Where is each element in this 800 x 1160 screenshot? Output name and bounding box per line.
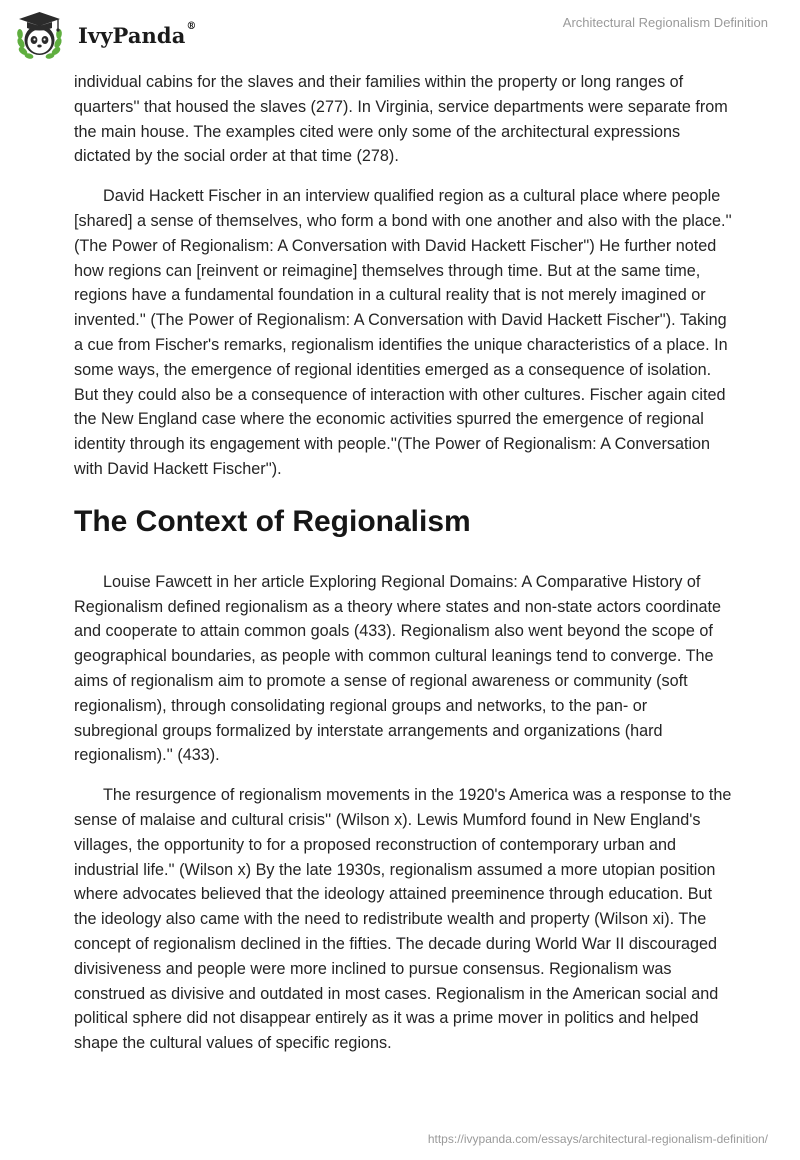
paragraph-3: Louise Fawcett in her article Exploring Regional Domains: A Comparative History of Regionalism defined regionalism as a theory where states and non-state actors coordinate and cooperate to attain common goals (433). Regionalism also went beyond the scope of geographical boundaries, as people with common cultural leanings tend to converge. The aims of regionalism aim to promote a sense of regional awareness or community (soft regionalism), through consolidating regional groups and networks, to the pan- or subregional groups formalized by interstate arrangements and organizations (hard regionalism).'' (433). — [74, 572, 721, 765]
document-title: Architectural Regionalism Definition — [562, 15, 768, 30]
source-url[interactable]: https://ivypanda.com/essays/architectural-regionalism-definition/ — [427, 1132, 768, 1146]
section-heading: The Context of Regionalism — [74, 504, 471, 538]
panda-logo-icon — [14, 6, 72, 62]
essay-body — [74, 70, 734, 1071]
paragraph-2: David Hackett Fischer in an interview qualified region as a cultural place where people [shared] a sense of themselves, who form a bond with one another and also with the place.'' (The Power of Regionalism: A Conversation with David Hackett Fischer'') He further noted how regions can [reinvent or reimagine] themselves through time. But at the same time, regions have a fundamental foundation in a cultural reality that is not merely imagined or invented.'' (The Power of Regionalism: A Conversation with David Hackett Fischer''). Taking a cue from Fischer's remarks, regionalism identifies the unique characteristics of a place. In some ways, the emergence of regional identities emerged as a consequence of isolation. But they could also be a consequence of interaction with other cultures. Fischer again cited the New England case where the economic activities spurred the emergence of regional identity through its engagement with people.''(The Power of Regionalism: A Conversation with David Hackett Fischer''). — [74, 187, 732, 478]
paragraph-4: The resurgence of regionalism movements in the 1920's America was a response to the sense of malaise and cultural crisis'' (Wilson x). Lewis Mumford found in New England's villages, the opportunity to for a proposed reconstruction of contemporary urban and industrial life.'' (Wilson x) By the late 1930s, regionalism assumed a more utopian position where advocates believed that the ideology attained preeminence through education. But the ideology also came with the need to redistribute wealth and property (Wilson xi). The concept of regionalism declined in the fifties. The decade during World War II discouraged divisiveness and people were more inclined to pursue consensus. Regionalism was construed as divisive and outdated in most cases. Regionalism in the American social and political sphere did not disappear entirely as it was a prime mover in politics and helped shape the cultural values of specific regions. — [74, 786, 732, 1053]
registered-mark: ® — [186, 20, 197, 32]
paragraph-1: individual cabins for the slaves and their families within the property or long ranges of quarters'' that housed the slaves (277). In Virginia, service departments were separate from the main house. The examples cited were only some of the architectural expressions dictated by the social order at that time (278). — [74, 73, 728, 166]
brand-logo[interactable] — [14, 6, 197, 62]
page-header — [0, 0, 800, 70]
brand-name: IvyPanda® — [78, 20, 197, 48]
